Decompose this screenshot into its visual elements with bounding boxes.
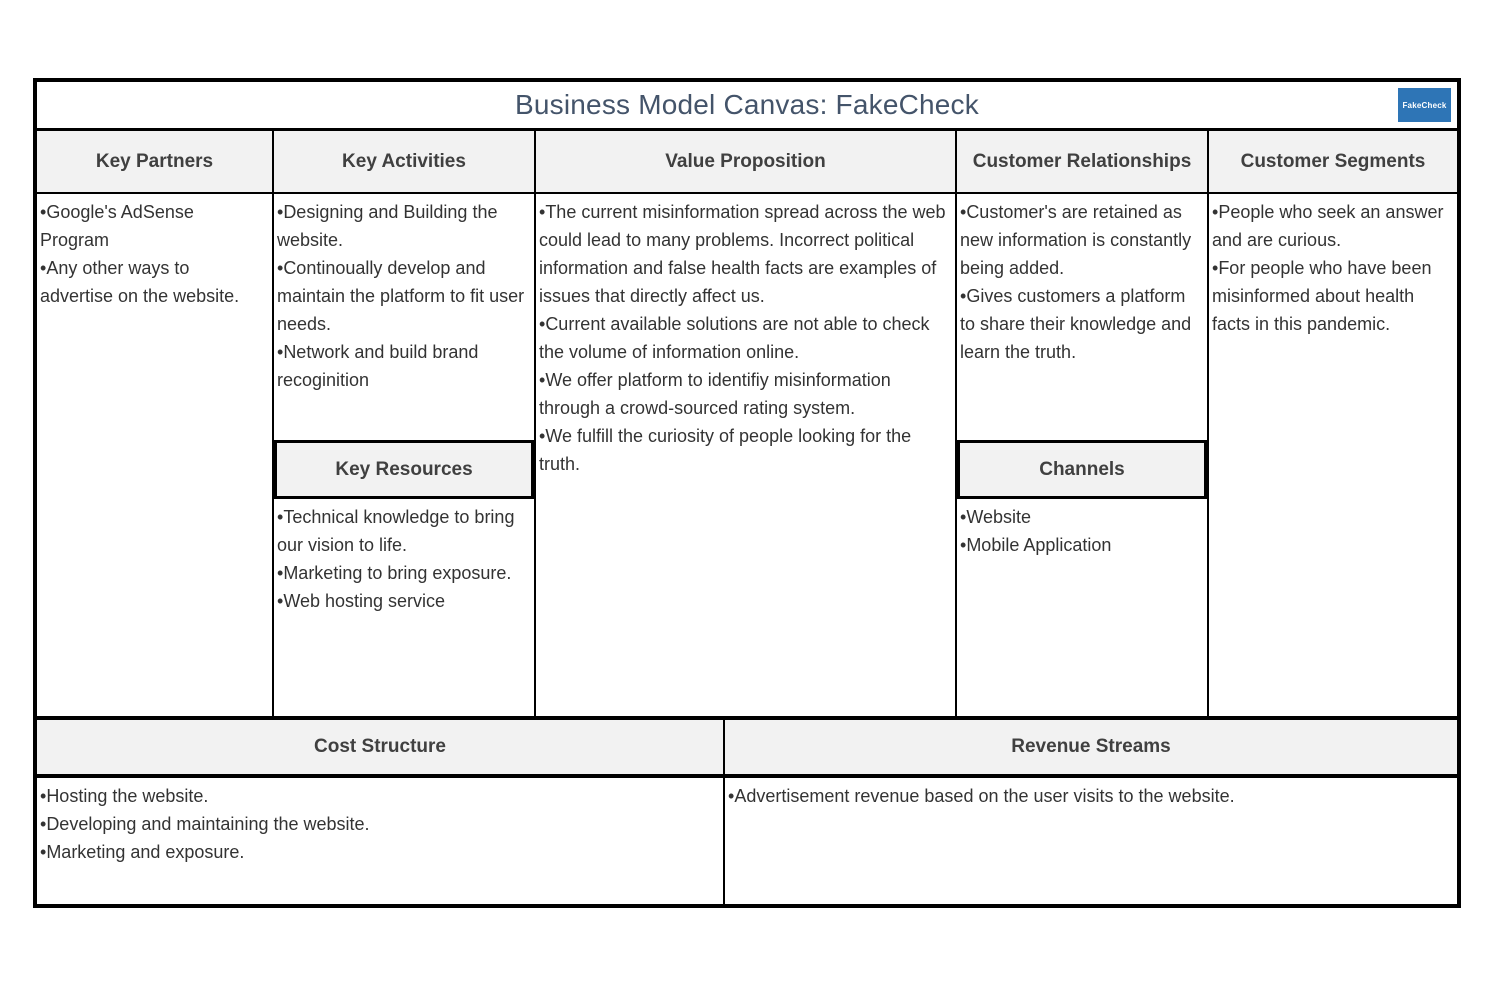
list-item: • We fulfill the curiosity of people looking for the truth. — [539, 422, 950, 478]
bottom-header-row — [37, 720, 1457, 778]
section-customer-relationships — [957, 194, 1209, 716]
list-item: • Any other ways to advertise on the website. — [40, 254, 267, 310]
cost-structure-list — [37, 778, 723, 866]
page-title: Business Model Canvas: FakeCheck — [515, 89, 979, 120]
list-item: • Current available solutions are not able to check the volume of information online. — [539, 310, 950, 366]
title-bar — [37, 82, 1457, 131]
list-item: • Network and build brand recoginition — [277, 338, 529, 394]
list-item: • Web hosting service — [277, 587, 529, 615]
main-content-row — [37, 194, 1457, 720]
list-item: • Google's AdSense Program — [40, 198, 267, 254]
revenue-streams-list — [725, 778, 1457, 810]
section-key-activities — [274, 194, 536, 716]
fakecheck-logo-label: FakeCheck — [1402, 100, 1447, 110]
header-cost-structure: Cost Structure — [37, 720, 725, 774]
list-item: • Mobile Application — [960, 531, 1202, 559]
section-key-partners — [37, 194, 274, 716]
header-key-resources: Key Resources — [274, 440, 534, 499]
list-item: • We offer platform to identifiy misinformation through a crowd-sourced rating system. — [539, 366, 950, 422]
fakecheck-logo — [1398, 88, 1451, 122]
list-item: • Website — [960, 503, 1202, 531]
list-item: • Marketing to bring exposure. — [277, 559, 529, 587]
list-item: • Continoually develop and maintain the platform to fit user needs. — [277, 254, 529, 338]
customer-segments-list — [1209, 194, 1457, 338]
list-item: • Gives customers a platform to share their knowledge and learn the truth. — [960, 282, 1202, 366]
customer-relationships-list — [957, 194, 1207, 440]
list-item: • People who seek an answer and are curious. — [1212, 198, 1452, 254]
list-item: • The current misinformation spread across the web could lead to many problems. Incorrect political information and false health facts are examples of issues that directly affect us. — [539, 198, 950, 310]
list-item: • Advertisement revenue based on the user visits to the website. — [728, 782, 1452, 810]
list-item: • Technical knowledge to bring our vision to life. — [277, 503, 529, 559]
bottom-content-row — [37, 778, 1457, 904]
key-partners-list — [37, 194, 272, 310]
list-item: • Designing and Building the website. — [277, 198, 529, 254]
header-customer-relationships: Customer Relationships — [957, 131, 1209, 192]
business-model-canvas — [33, 78, 1461, 908]
header-key-activities: Key Activities — [274, 131, 536, 192]
header-key-partners: Key Partners — [37, 131, 274, 192]
section-customer-segments — [1209, 194, 1457, 716]
key-activities-list — [274, 194, 534, 440]
header-channels: Channels — [957, 440, 1207, 499]
list-item: • Hosting the website. — [40, 782, 718, 810]
section-value-proposition — [536, 194, 957, 716]
key-resources-list — [274, 499, 534, 716]
list-item: • For people who have been misinformed about health facts in this pandemic. — [1212, 254, 1452, 338]
column-header-row — [37, 131, 1457, 194]
list-item: • Marketing and exposure. — [40, 838, 718, 866]
header-value-proposition: Value Proposition — [536, 131, 957, 192]
channels-list — [957, 499, 1207, 716]
list-item: • Developing and maintaining the website. — [40, 810, 718, 838]
list-item: • Customer's are retained as new information is constantly being added. — [960, 198, 1202, 282]
section-cost-structure — [37, 778, 725, 904]
header-customer-segments: Customer Segments — [1209, 131, 1457, 192]
section-revenue-streams — [725, 778, 1457, 904]
header-revenue-streams: Revenue Streams — [725, 720, 1457, 774]
value-proposition-list — [536, 194, 955, 478]
